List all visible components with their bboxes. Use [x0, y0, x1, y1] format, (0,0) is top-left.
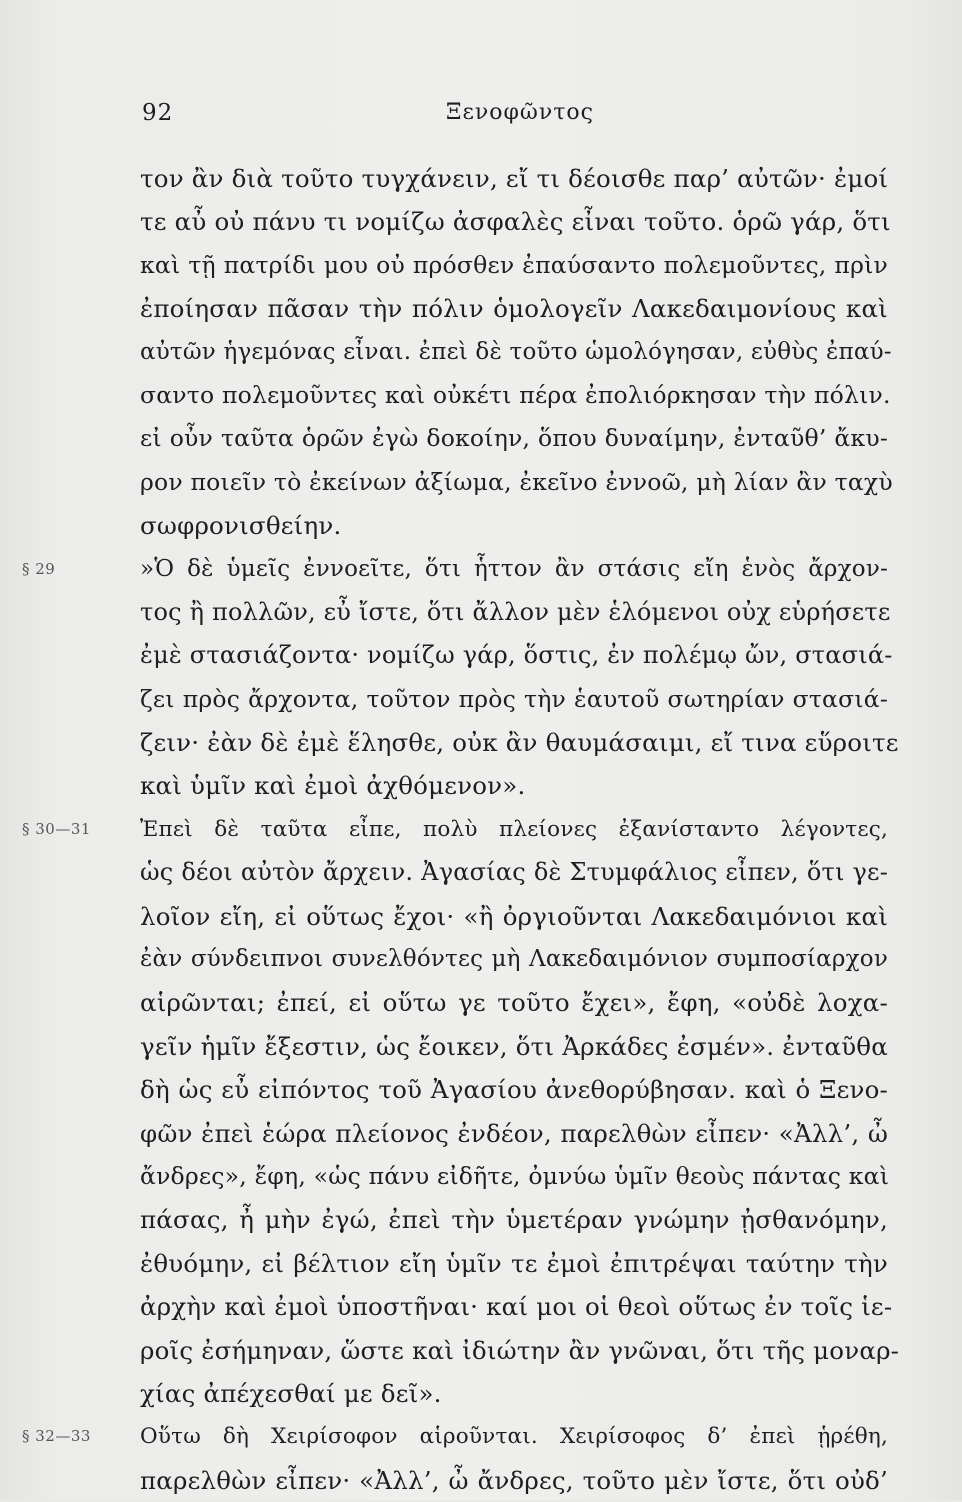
margin-section-note: § 32—33 — [22, 1427, 91, 1446]
text-line: ζει πρὸς ἄρχοντα, τοῦτον πρὸς τὴν ἑαυτοῦ σωτηρίαν στασιά- — [140, 684, 888, 713]
text-line: σαντο πολεμοῦντες καὶ οὐκέτι πέρα ἐπολιόρκησαν τὴν πόλιν. — [140, 380, 891, 409]
text-line: τος ἢ πολλῶν, εὖ ἴστε, ὅτι ἄλλον μὲν ἑλόμενοι οὐχ εὑρήσετε — [140, 597, 891, 626]
text-line: ὡς δέοι αὐτὸν ἄρχειν. Ἀγασίας δὲ Στυμφάλιος εἶπεν, ὅτι γε- — [140, 858, 888, 887]
text-line: πάσας, ἦ μὴν ἐγώ, ἐπεὶ τὴν ὑμετέραν γνώμην ᾐσθανόμην, — [140, 1205, 888, 1235]
text-line: χίας ἀπέχεσθαί με δεῖ». — [140, 1378, 442, 1408]
text-line: τον ἂν διὰ τοῦτο τυγχάνειν, εἴ τι δέοισθε παρ’ αὐτῶν· ἐμοί — [140, 164, 889, 193]
text-line-with-note — [22, 1415, 888, 1458]
page-header — [0, 100, 962, 136]
margin-section-note: § 30—31 — [22, 819, 91, 838]
text-block — [22, 157, 900, 1502]
text-line: αἱρῶνται; ἐπεί, εἰ οὕτω γε τοῦτο ἔχει», ἔφη, «οὐδὲ λοχα- — [140, 988, 888, 1018]
text-line: ἐὰν σύνδειπνοι συνελθόντες μὴ Λακεδαιμόνιον συμποσίαρχον — [140, 946, 888, 973]
text-line: δὴ ὡς εὖ εἰπόντος τοῦ Ἀγασίου ἀνεθορύβησαν. καὶ ὁ Ξενο- — [140, 1075, 888, 1105]
text-line: φῶν ἐπεὶ ἑώρα πλείονος ἐνδέον, παρελθὼν εἶπεν· «Ἀλλ’, ὦ — [140, 1118, 888, 1148]
text-line: »Ὁ δὲ ὑμεῖς ἐννοεῖτε, ὅτι ἧττον ἂν στάσις εἴη ἑνὸς ἄρχον- — [140, 555, 888, 582]
text-line: λοῖον εἴη, εἰ οὕτως ἔχοι· «ἢ ὀργιοῦνται Λακεδαιμόνιοι καὶ — [140, 901, 888, 931]
text-line: ρον ποιεῖν τὸ ἐκείνων ἀξίωμα, ἐκεῖνο ἐννοῶ, μὴ λίαν ἂν ταχὺ — [140, 467, 893, 496]
text-line: ἐθυόμην, εἰ βέλτιον εἴη ὑμῖν τε ἐμοὶ ἐπιτρέψαι ταύτην τὴν — [140, 1248, 888, 1278]
running-head: Ξενοφῶντος — [446, 100, 594, 125]
text-line: τε αὖ οὐ πάνυ τι νομίζω ἀσφαλὲς εἶναι τοῦτο. ὁρῶ γάρ, ὅτι — [140, 207, 891, 237]
margin-section-note: § 29 — [22, 559, 56, 578]
page-number: 92 — [142, 100, 174, 126]
text-line: ἀρχὴν καὶ ἐμοὶ ὑποστῆναι· καί μοι οἱ θεοὶ οὕτως ἐν τοῖς ἱε- — [140, 1292, 893, 1322]
text-line: Ἐπεὶ δὲ ταῦτα εἶπε, πολὺ πλείονες ἐξανίσταντο λέγοντες, — [140, 816, 888, 842]
text-line: Οὕτω δὴ Χειρίσοφον αἱροῦνται. Χειρίσοφος δ’ ἐπεὶ ᾑρέθη, — [140, 1424, 888, 1450]
text-line: γεῖν ἡμῖν ἔξεστιν, ὡς ἔοικεν, ὅτι Ἀρκάδες ἐσμέν». ἐνταῦθα — [140, 1031, 888, 1061]
text-line: αὐτῶν ἡγεμόνας εἶναι. ἐπεὶ δὲ τοῦτο ὡμολόγησαν, εὐθὺς ἐπαύ- — [140, 338, 892, 365]
text-line-with-note — [22, 548, 888, 591]
text-line: σωφρονισθείην. — [140, 511, 342, 541]
text-line: καὶ ὑμῖν καὶ ἐμοὶ ἀχθόμενον». — [140, 771, 526, 801]
text-line-with-note — [22, 808, 888, 851]
text-line: ζειν· ἐὰν δὲ ἐμὲ ἕλησθε, οὐκ ἂν θαυμάσαιμι, εἴ τινα εὕροιτε — [140, 728, 899, 758]
text-line: καὶ τῇ πατρίδι μου οὐ πρόσθεν ἐπαύσαντο πολεμοῦντες, πρὶν — [140, 250, 888, 279]
text-line: ροῖς ἐσήμηναν, ὥστε καὶ ἰδιώτην ἂν γνῶναι, ὅτι τῆς μοναρ- — [140, 1335, 900, 1365]
text-line: ἄνδρες», ἔφη, «ὡς πάνυ εἰδῆτε, ὀμνύω ὑμῖν θεοὺς πάντας καὶ — [140, 1161, 890, 1190]
text-line: ἐμὲ στασιάζοντα· νομίζω γάρ, ὅστις, ἐν πολέμῳ ὤν, στασιά- — [140, 641, 893, 670]
text-line: εἰ οὖν ταῦτα ὁρῶν ἐγὼ δοκοίην, ὅπου δυναίμην, ἐνταῦθ’ ἄκυ- — [140, 424, 888, 453]
text-line: παρελθὼν εἶπεν· «Ἀλλ’, ὦ ἄνδρες, τοῦτο μὲν ἴστε, ὅτι οὐδ’ — [140, 1465, 888, 1495]
text-line: ἐποίησαν πᾶσαν τὴν πόλιν ὁμολογεῖν Λακεδαιμονίους καὶ — [140, 294, 888, 324]
